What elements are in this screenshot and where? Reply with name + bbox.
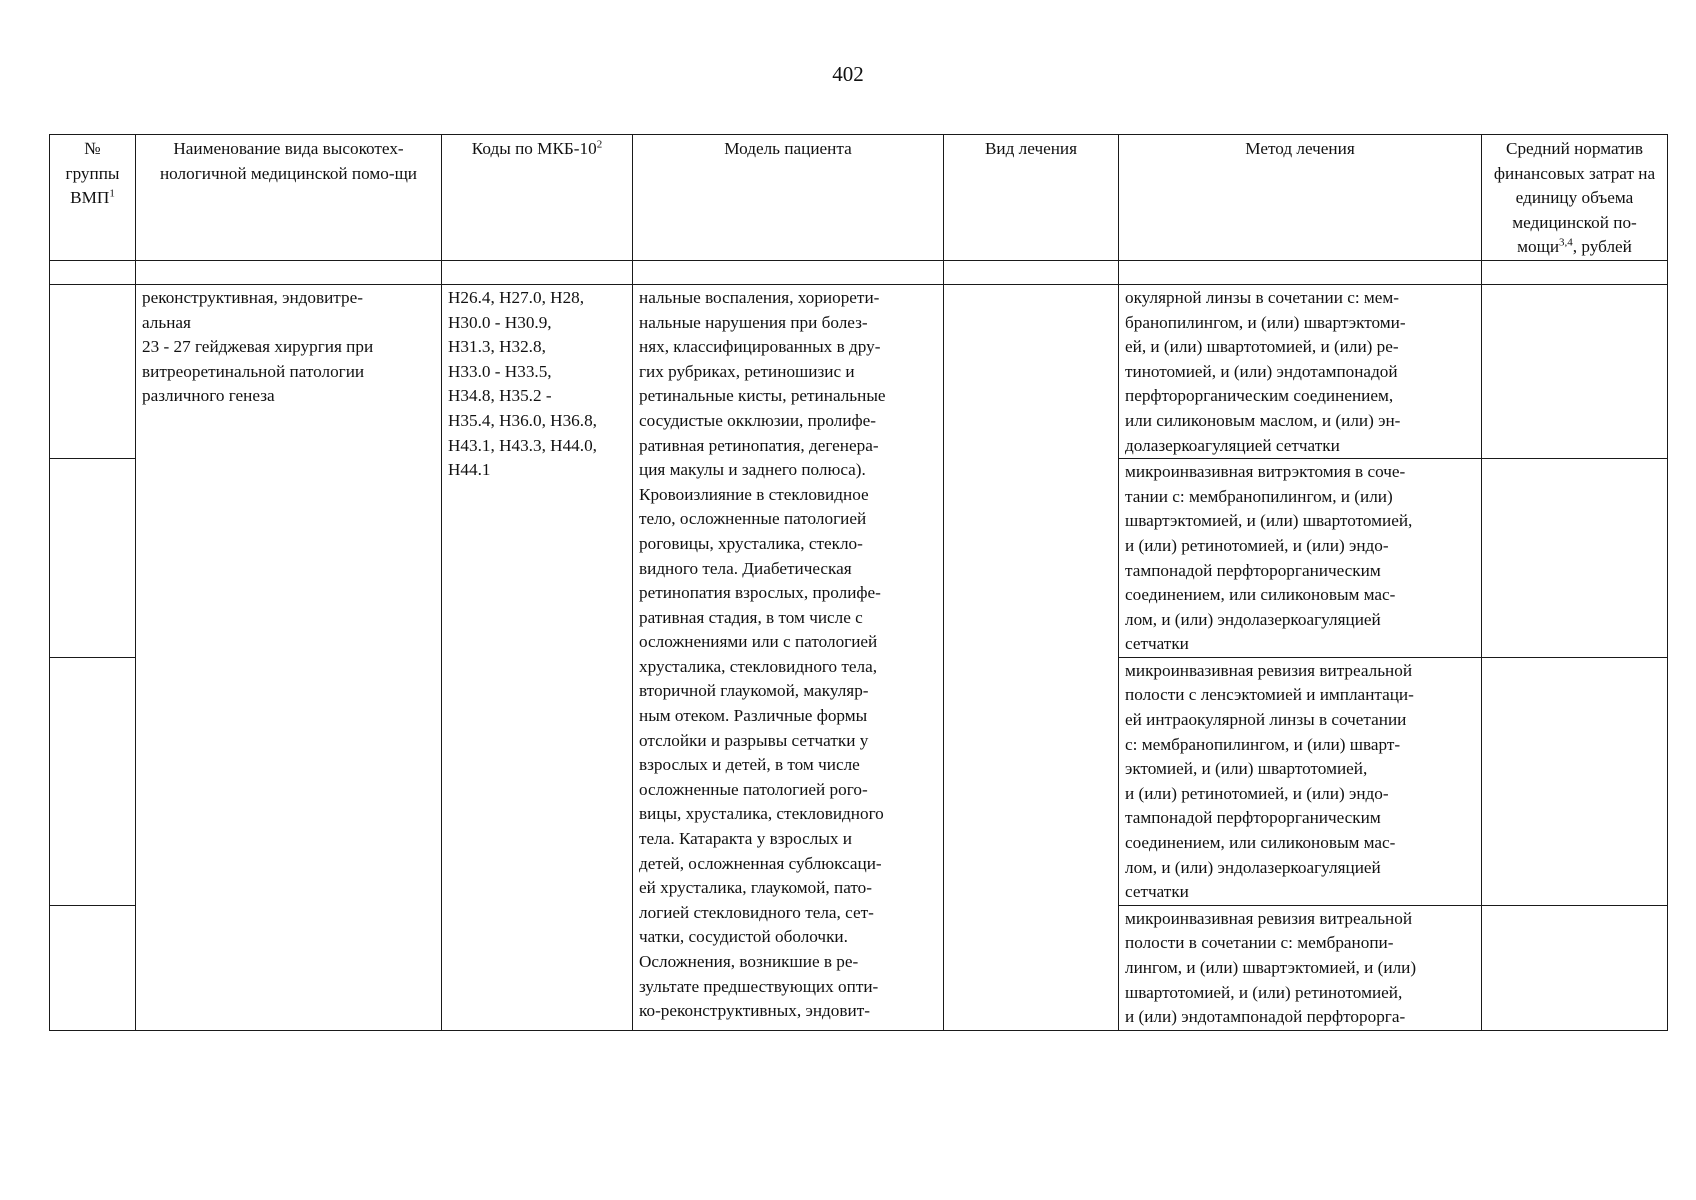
header-row <box>50 135 1668 261</box>
header-patient-model: Модель пациента <box>633 135 944 261</box>
group-no-cell <box>50 284 136 458</box>
cost-cell <box>1482 459 1668 658</box>
vmp-table <box>49 134 1668 1031</box>
method-cell: микроинвазивная ревизия витреальной полости в сочетании с: мембранопи- лингом, и (или) швартэктомией, и (или) швартотомией, и (или) ретинотомией, и (или) эндотампонадой перфторорга- <box>1119 905 1482 1030</box>
page-number: 402 <box>832 62 864 86</box>
codes-cell: H26.4, H27.0, H28, H30.0 - H30.9, H31.3, H32.8, H33.0 - H33.5, H34.8, H35.2 - H35.4, H36.0, H36.8, H43.1, H43.3, H44.0, H44.1 <box>442 284 633 1030</box>
cost-cell <box>1482 657 1668 905</box>
method-cell: микроинвазивная ревизия витреальной полости с ленсэктомией и имплантаци- ей интраокулярной линзы в сочетании с: мембранопилингом, и (или) шварт- эктомией, и (или) швартотомией, и (или) ретинотомией, и (или) эндо- тампонадой перфторорганическим соединением, или силиконовым мас- лом, и (или) эндолазеркоагуляцией сетчатки <box>1119 657 1482 905</box>
header-cost: Средний норматив финансовых затрат на единицу объема медицинской по-мощи$^{3,4}$, рублей <box>1482 135 1668 261</box>
treatment-type-cell <box>944 284 1119 1030</box>
cost-cell <box>1482 905 1668 1030</box>
patient-model-cell: нальные воспаления, хориорети- нальные нарушения при болез- нях, классифицированных в дру- гих рубриках, ретиношизис и ретинальные кисты, ретинальные сосудистые окклюзии, пролифе- ративная ретинопатия, дегенера- ция макулы и заднего полюса). Кровоизлияние в стекловидное тело, осложненные патологией роговицы, хрусталика, стекло- видного тела. Диабетическая ретинопатия взрослых, пролифе- ративная стадия, в том числе с осложнениями или с патологией хрусталика, стекловидного тела, вторичной глаукомой, макуляр- ным отеком. Различные формы отслойки и разрывы сетчатки у взрослых и детей, в том числе осложненные патологией рого- вицы, хрусталика, стекловидного тела. Катаракта у взрослых и детей, осложненная сублюксаци- ей хрусталика, глаукомой, пато- логией стекловидного тела, сет- чатки, сосудистой оболочки. Осложнения, возникшие в ре- зультате предшествующих опти- ко-реконструктивных, эндовит- <box>633 284 944 1030</box>
table-row <box>50 284 1668 458</box>
header-group-no: № группы ВМП$^1$ <box>50 135 136 261</box>
group-no-cell <box>50 657 136 905</box>
header-codes: Коды по МКБ-$10^2$ <box>442 135 633 261</box>
header-name: Наименование вида высокотех-нологичной медицинской помо-щи <box>136 135 442 261</box>
group-no-cell <box>50 905 136 1030</box>
method-cell: микроинвазивная витрэктомия в соче- тании с: мембранопилингом, и (или) швартэктомией, и (или) швартотомией, и (или) ретинотомией, и (или) эндо- тампонадой перфторорганическим соединением, или силиконовым мас- лом, и (или) эндолазеркоагуляцией сетчатки <box>1119 459 1482 658</box>
header-treatment-type: Вид лечения <box>944 135 1119 261</box>
spacer-row <box>50 260 1668 284</box>
cost-cell <box>1482 284 1668 458</box>
name-cell: реконструктивная, эндовитре- альная 23 - 27 гейджевая хирургия при витреоретинальной патологии различного генеза <box>136 284 442 1030</box>
method-cell: окулярной линзы в сочетании с: мем- бранопилингом, и (или) швартэктоми- ей, и (или) швартотомией, и (или) ре- тинотомией, и (или) эндотампонадой перфторорганическим соединением, или силиконовым маслом, и (или) эн- долазеркоагуляцией сетчатки <box>1119 284 1482 458</box>
header-method: Метод лечения <box>1119 135 1482 261</box>
group-no-cell <box>50 459 136 658</box>
